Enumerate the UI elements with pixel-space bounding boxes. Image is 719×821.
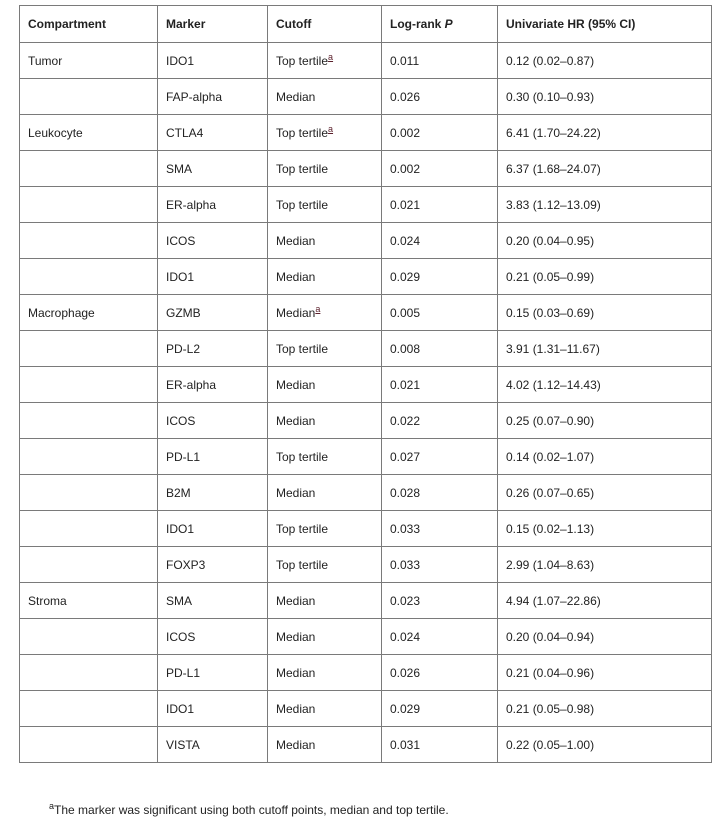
cell-marker: ER-alpha [158,187,268,223]
cell-cutoff [268,259,382,295]
table-row [20,295,712,331]
cell-cutoff [268,511,382,547]
table-row [20,331,712,367]
cell-compartment [20,403,158,439]
cutoff-text: Median [276,701,316,716]
header-logrank-p: P [444,17,453,31]
table-row [20,547,712,583]
cell-marker: PD-L2 [158,331,268,367]
results-table [19,5,712,763]
cell-logrank-p: 0.023 [382,583,498,619]
header-hr: Univariate HR (95% CI) [498,6,712,43]
cell-logrank-p: 0.002 [382,151,498,187]
cell-cutoff [268,187,382,223]
cell-logrank-p: 0.027 [382,439,498,475]
cell-logrank-p: 0.021 [382,187,498,223]
header-logrank [382,6,498,43]
cell-compartment [20,79,158,115]
cell-marker: IDO1 [158,259,268,295]
table-row [20,691,712,727]
cell-hazard-ratio: 0.30 (0.10–0.93) [498,79,712,115]
cell-marker: VISTA [158,727,268,763]
cell-compartment [20,727,158,763]
cell-compartment [20,439,158,475]
cell-marker: ICOS [158,403,268,439]
header-marker: Marker [158,6,268,43]
table-row [20,403,712,439]
cell-hazard-ratio: 0.15 (0.03–0.69) [498,295,712,331]
cell-hazard-ratio: 0.21 (0.04–0.96) [498,655,712,691]
cell-compartment [20,691,158,727]
cell-marker: IDO1 [158,43,268,79]
cell-hazard-ratio: 4.94 (1.07–22.86) [498,583,712,619]
cutoff-text: Median [276,269,316,284]
cell-cutoff [268,331,382,367]
cell-cutoff [268,691,382,727]
cell-compartment [20,187,158,223]
cutoff-text: Top tertile [276,125,329,140]
cell-logrank-p: 0.022 [382,403,498,439]
cell-cutoff [268,583,382,619]
cutoff-text: Top tertile [276,521,329,536]
footnote-ref [328,52,333,62]
cell-marker: FAP-alpha [158,79,268,115]
cutoff-text: Median [276,233,316,248]
cutoff-text: Top tertile [276,449,329,464]
cell-compartment [20,223,158,259]
table-row [20,151,712,187]
cell-cutoff [268,727,382,763]
table-row [20,475,712,511]
table-row [20,655,712,691]
cell-compartment [20,367,158,403]
cell-hazard-ratio: 0.22 (0.05–1.00) [498,727,712,763]
cell-cutoff [268,367,382,403]
cell-cutoff [268,79,382,115]
cell-marker: FOXP3 [158,547,268,583]
cell-compartment: Stroma [20,583,158,619]
table-row [20,43,712,79]
cell-hazard-ratio: 0.12 (0.02–0.87) [498,43,712,79]
cell-cutoff [268,439,382,475]
cell-hazard-ratio: 0.15 (0.02–1.13) [498,511,712,547]
cell-hazard-ratio: 0.14 (0.02–1.07) [498,439,712,475]
table-row [20,727,712,763]
cutoff-text: Median [276,629,316,644]
cell-hazard-ratio: 4.02 (1.12–14.43) [498,367,712,403]
footnote-text: The marker was significant using both cutoff points, median and top tertile. [54,803,449,817]
cutoff-text: Median [276,737,316,752]
header-cutoff: Cutoff [268,6,382,43]
cell-cutoff [268,115,382,151]
cell-cutoff [268,475,382,511]
table-row [20,367,712,403]
cutoff-text: Median [276,593,316,608]
cutoff-text: Top tertile [276,557,329,572]
results-table-container [19,5,711,763]
cell-compartment [20,259,158,295]
footnote-marker: a [49,801,55,811]
table-header [20,6,712,43]
table-body [20,43,712,763]
cell-compartment: Tumor [20,43,158,79]
table-row [20,439,712,475]
cell-cutoff [268,655,382,691]
footnote-link[interactable]: a [328,51,334,62]
header-compartment: Compartment [20,6,158,43]
cutoff-text: Top tertile [276,53,329,68]
cell-logrank-p: 0.024 [382,619,498,655]
cell-marker: B2M [158,475,268,511]
header-logrank-label: Log-rank [390,17,445,31]
cutoff-text: Median [276,485,316,500]
cell-cutoff [268,151,382,187]
cutoff-text: Median [276,413,316,428]
cell-marker: PD-L1 [158,439,268,475]
cell-logrank-p: 0.026 [382,655,498,691]
cell-compartment [20,331,158,367]
cell-logrank-p: 0.024 [382,223,498,259]
cell-marker: SMA [158,583,268,619]
cell-hazard-ratio: 0.20 (0.04–0.94) [498,619,712,655]
header-row [20,6,712,43]
table-row [20,223,712,259]
cell-cutoff [268,223,382,259]
cell-hazard-ratio: 0.20 (0.04–0.95) [498,223,712,259]
cell-marker: IDO1 [158,691,268,727]
cell-logrank-p: 0.031 [382,727,498,763]
cell-hazard-ratio: 0.21 (0.05–0.99) [498,259,712,295]
cell-marker: ER-alpha [158,367,268,403]
cell-logrank-p: 0.026 [382,79,498,115]
table-row [20,259,712,295]
cell-logrank-p: 0.033 [382,511,498,547]
cell-cutoff [268,43,382,79]
cell-hazard-ratio: 6.41 (1.70–24.22) [498,115,712,151]
table-row [20,511,712,547]
table-row [20,187,712,223]
cell-logrank-p: 0.033 [382,547,498,583]
cell-logrank-p: 0.005 [382,295,498,331]
cell-marker: IDO1 [158,511,268,547]
cell-cutoff [268,295,382,331]
footnote-ref [315,304,320,314]
footnote-ref [328,124,333,134]
cell-logrank-p: 0.011 [382,43,498,79]
cell-cutoff [268,547,382,583]
cell-cutoff [268,619,382,655]
cell-cutoff [268,403,382,439]
cutoff-text: Top tertile [276,197,329,212]
cell-compartment [20,475,158,511]
cell-hazard-ratio: 0.21 (0.05–0.98) [498,691,712,727]
footnote-link[interactable]: a [315,303,321,314]
cell-logrank-p: 0.029 [382,259,498,295]
cutoff-text: Median [276,665,316,680]
cell-hazard-ratio: 3.83 (1.12–13.09) [498,187,712,223]
cell-compartment [20,547,158,583]
cell-marker: ICOS [158,223,268,259]
cell-marker: PD-L1 [158,655,268,691]
cell-marker: SMA [158,151,268,187]
cell-compartment [20,655,158,691]
cell-compartment [20,619,158,655]
cell-hazard-ratio: 6.37 (1.68–24.07) [498,151,712,187]
cutoff-text: Top tertile [276,341,329,356]
table-row [20,115,712,151]
cell-hazard-ratio: 0.25 (0.07–0.90) [498,403,712,439]
cell-hazard-ratio: 0.26 (0.07–0.65) [498,475,712,511]
cutoff-text: Median [276,89,316,104]
cell-compartment: Leukocyte [20,115,158,151]
cell-logrank-p: 0.029 [382,691,498,727]
table-footnote [49,803,449,817]
cell-hazard-ratio: 2.99 (1.04–8.63) [498,547,712,583]
footnote-link[interactable]: a [328,123,334,134]
cell-logrank-p: 0.002 [382,115,498,151]
cell-marker: GZMB [158,295,268,331]
table-row [20,79,712,115]
cell-compartment [20,151,158,187]
cutoff-text: Top tertile [276,161,329,176]
cell-marker: ICOS [158,619,268,655]
cell-logrank-p: 0.008 [382,331,498,367]
table-row [20,619,712,655]
cell-logrank-p: 0.028 [382,475,498,511]
table-row [20,583,712,619]
cell-marker: CTLA4 [158,115,268,151]
cell-compartment: Macrophage [20,295,158,331]
cell-hazard-ratio: 3.91 (1.31–11.67) [498,331,712,367]
cutoff-text: Median [276,305,316,320]
cutoff-text: Median [276,377,316,392]
cell-logrank-p: 0.021 [382,367,498,403]
cell-compartment [20,511,158,547]
